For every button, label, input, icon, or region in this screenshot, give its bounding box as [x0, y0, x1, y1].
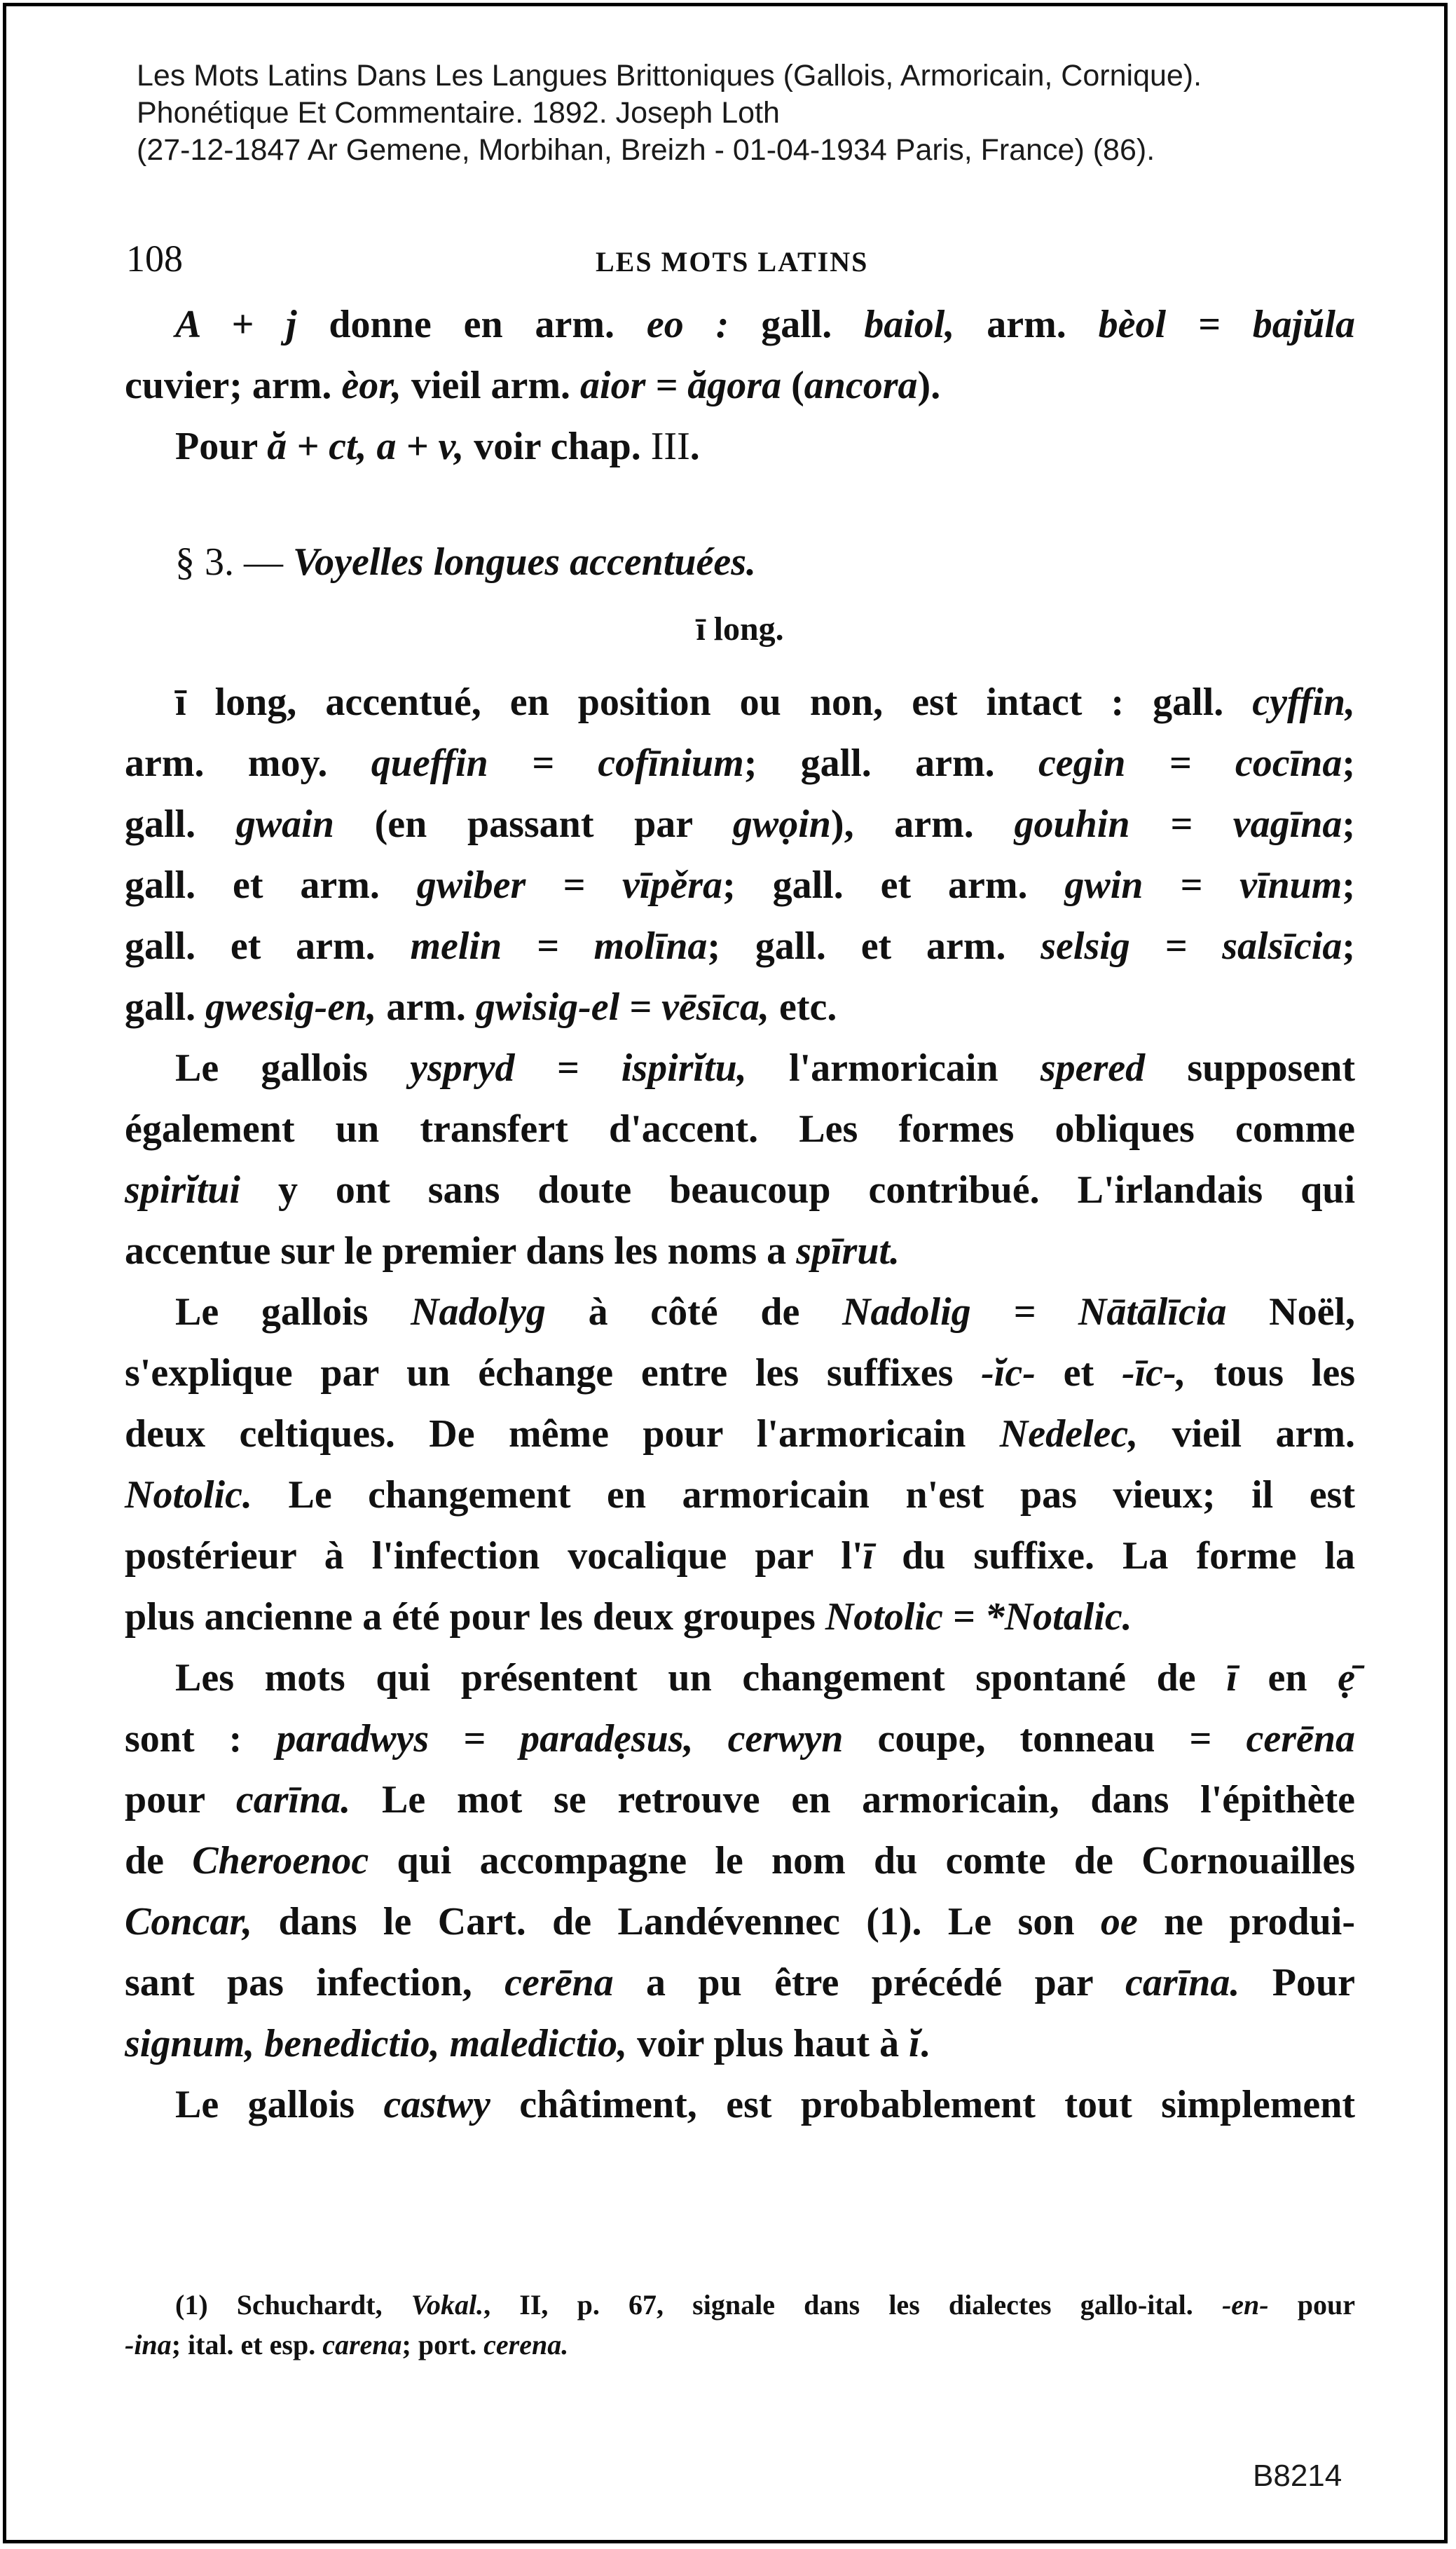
text-run: Pour: [175, 425, 268, 468]
section-heading: [125, 532, 1355, 593]
text-line: [125, 416, 1355, 477]
text-line: [125, 855, 1355, 916]
text-line: [125, 2014, 1355, 2075]
text-run: Nedelec,: [999, 1412, 1139, 1456]
text-run: Le gallois: [175, 2083, 384, 2126]
text-run: Le gallois: [175, 1290, 411, 1334]
text-run: gall. et arm.: [125, 863, 417, 907]
text-run: y ont sans doute beaucoup contribué. L'irlandais qui: [240, 1168, 1355, 1212]
text-line: [125, 1648, 1355, 1709]
text-run: gall.: [125, 985, 206, 1029]
text-run: Concar,: [125, 1900, 253, 1943]
text-run: -en-: [1221, 2289, 1269, 2321]
text-line: [125, 977, 1355, 1038]
text-run: cerena.: [483, 2329, 569, 2360]
header-line: Les Mots Latins Dans Les Langues Brittoniques (Gallois, Armoricain, Cornique).: [137, 59, 1202, 93]
text-line: [125, 1831, 1355, 1892]
text-run: en: [1237, 1656, 1338, 1700]
text-run: cerēna: [1246, 1717, 1356, 1761]
text-run: deux celtiques. De même pour l'armoricain: [125, 1412, 1000, 1456]
text-run: donne en arm.: [296, 303, 647, 346]
text-run: tous les: [1186, 1351, 1355, 1395]
text-run: accentue sur le premier dans les noms a: [125, 1229, 797, 1273]
text-run: .: [689, 425, 700, 468]
text-run: carīna.: [235, 1778, 351, 1822]
text-run: ; gall. et arm.: [707, 924, 1041, 968]
text-run: , II, p. 67, signale dans les dialectes gallo-ital.: [483, 2289, 1222, 2321]
text-line: [125, 355, 1355, 416]
text-run: Le gallois: [175, 1046, 411, 1090]
text-run: supposent: [1145, 1046, 1356, 1090]
text-run: èor,: [341, 364, 401, 407]
text-line: [125, 1221, 1355, 1282]
text-line: [125, 1282, 1355, 1343]
text-run: Le changement en armoricain n'est pas vieux; il est: [252, 1473, 1355, 1517]
text-run: yspryd = ispirĭtu,: [410, 1046, 747, 1090]
subheading: ī long.: [696, 610, 784, 648]
text-line: [125, 1343, 1355, 1404]
text-run: arm.: [954, 303, 1099, 346]
text-run: vieil arm.: [401, 364, 581, 407]
text-run: bèol = bajŭla: [1098, 303, 1355, 346]
text-run: queffin = cofīnium: [371, 742, 744, 785]
text-line: [125, 733, 1355, 794]
text-run: sant pas infection,: [125, 1961, 505, 2004]
text-run: ;: [1342, 924, 1356, 968]
header-line: Phonétique Et Commentaire. 1892. Joseph Loth: [137, 96, 780, 130]
text-run: du suffixe. La forme la: [874, 1534, 1355, 1578]
text-run: ī long, accentué, en position ou non, est intact : gall.: [175, 681, 1253, 724]
text-run: de: [125, 1839, 193, 1882]
text-line: [125, 1099, 1355, 1160]
text-run: ī: [1226, 1656, 1237, 1700]
text-line: [125, 794, 1355, 855]
text-run: selsig = salsīcia: [1041, 924, 1342, 968]
text-run: gwọin: [732, 802, 831, 846]
text-run: Notolic = *Notalic.: [825, 1595, 1132, 1639]
text-run: cerēna: [504, 1961, 614, 2004]
text-run: s'explique par un échange entre les suffixes: [125, 1351, 982, 1395]
text-line: [125, 916, 1355, 977]
text-line: [125, 1160, 1355, 1221]
text-run: sont :: [125, 1717, 277, 1761]
text-run: gwain: [235, 802, 334, 846]
text-run: cegin = cocīna: [1038, 742, 1342, 785]
text-run: gwisig-el = vēsīca,: [475, 985, 770, 1029]
text-run: à côté de: [545, 1290, 843, 1334]
text-run: spirĭtui: [125, 1168, 240, 1212]
text-run: ; port.: [401, 2329, 484, 2360]
text-run: melin = molīna: [410, 924, 708, 968]
running-head: [126, 237, 1359, 279]
text-run: ĭ: [909, 2022, 920, 2065]
text-run: castwy: [383, 2083, 490, 2126]
text-run: paradwys = paradẹsus, cerwyn: [276, 1717, 844, 1761]
text-run: .: [919, 2022, 930, 2065]
text-run: pour: [1268, 2289, 1355, 2321]
text-run: ; gall. arm.: [743, 742, 1038, 785]
text-run: baiol,: [864, 303, 955, 346]
text-run: gwesig-en,: [205, 985, 377, 1029]
text-run: signum, benedictio, maledictio,: [125, 2022, 628, 2065]
text-run: Vokal.: [411, 2289, 484, 2321]
text-run: ; gall. et arm.: [722, 863, 1065, 907]
footnote: [125, 2285, 1355, 2365]
text-run: ;: [1342, 802, 1356, 846]
text-line: [125, 1404, 1355, 1465]
text-run: arm.: [376, 985, 476, 1029]
text-run: Nadolig = Nātālīcia: [842, 1290, 1227, 1334]
footnote-line: [125, 2285, 1355, 2325]
text-run: oe: [1100, 1900, 1138, 1943]
text-run: ;: [1342, 863, 1356, 907]
text-run: spered: [1040, 1046, 1146, 1090]
text-run: Le mot se retrouve en armoricain, dans l'épithète: [350, 1778, 1355, 1822]
text-run: Les mots qui présentent un changement spontané de: [175, 1656, 1227, 1700]
text-run: postérieur à l'infection vocalique par l': [125, 1534, 863, 1578]
section-number: § 3. —: [175, 540, 293, 584]
text-run: ne produi-: [1137, 1900, 1356, 1943]
text-line: [125, 2075, 1355, 2135]
text-run: -ĭc-: [981, 1351, 1036, 1395]
header-note: [137, 57, 1398, 169]
text-run: aior = ăgora: [580, 364, 782, 407]
text-run: cyffin,: [1252, 681, 1355, 724]
text-run: -ina: [125, 2329, 172, 2360]
page-number: 108: [126, 238, 183, 280]
text-run: -īc-,: [1121, 1351, 1186, 1395]
text-run: spīrut.: [796, 1229, 900, 1273]
text-run: gall.: [125, 802, 236, 846]
text-run: coupe, tonneau =: [843, 1717, 1246, 1761]
text-run: etc.: [769, 985, 837, 1029]
text-run: A + j: [175, 303, 297, 346]
text-line: [125, 1526, 1355, 1587]
text-run: pour: [125, 1778, 236, 1822]
text-run: qui accompagne le nom du comte de Cornouailles: [369, 1839, 1356, 1882]
text-run: gouhin = vagīna: [1014, 802, 1342, 846]
text-run: vieil arm.: [1138, 1412, 1355, 1456]
text-line: [125, 1465, 1355, 1526]
text-run: (: [781, 364, 804, 407]
text-line: [125, 1953, 1355, 2014]
text-run: III: [650, 425, 690, 468]
text-run: arm. moy.: [125, 742, 371, 785]
text-run: eo :: [646, 303, 729, 346]
text-run: Nadolyg: [411, 1290, 546, 1334]
text-run: dans le Cart. de Landévennec (1). Le son: [252, 1900, 1101, 1943]
page-title: LES MOTS LATINS: [596, 246, 869, 278]
text-line: [125, 1892, 1355, 1953]
text-run: gwiber = vīpěra: [416, 863, 723, 907]
text-run: cuvier; arm.: [125, 364, 342, 407]
text-run: ; ital. et esp.: [171, 2329, 323, 2360]
text-run: ancora: [804, 364, 918, 407]
text-run: (en passant par: [334, 802, 733, 846]
text-line: [125, 1038, 1355, 1099]
section-title: Voyelles longues accentuées.: [293, 540, 757, 584]
text-run: et: [1035, 1351, 1122, 1395]
text-run: voir plus haut à: [627, 2022, 909, 2065]
text-run: Cheroenoc: [192, 1839, 369, 1882]
text-run: gall. et arm.: [125, 924, 411, 968]
text-run: a pu être précédé par: [613, 1961, 1126, 2004]
text-run: ă + ct, a + v,: [267, 425, 465, 468]
text-line: [125, 294, 1355, 355]
footnote-line: [125, 2325, 1355, 2365]
text-line: [125, 1770, 1355, 1831]
text-run: ẹ̄: [1338, 1656, 1356, 1700]
text-line: [125, 672, 1355, 733]
text-run: gwin = vīnum: [1064, 863, 1342, 907]
text-run: également un transfert d'accent. Les formes obliques comme: [125, 1107, 1355, 1151]
text-line: [125, 1709, 1355, 1770]
text-run: ), arm.: [830, 802, 1015, 846]
text-run: ;: [1342, 742, 1355, 785]
text-run: Noël,: [1226, 1290, 1356, 1334]
text-run: ).: [917, 364, 941, 407]
body-text: [125, 294, 1355, 2135]
text-run: Pour: [1239, 1961, 1356, 2004]
catalog-stamp: B8214: [1253, 2459, 1342, 2493]
text-line: [125, 1587, 1355, 1648]
text-run: ī: [863, 1534, 874, 1578]
text-run: (1) Schuchardt,: [175, 2289, 411, 2321]
text-run: carena: [322, 2329, 402, 2360]
text-run: l'armoricain: [746, 1046, 1041, 1090]
header-line: (27-12-1847 Ar Gemene, Morbihan, Breizh - 01-04-1934 Paris, France) (86).: [137, 133, 1155, 167]
text-run: Notolic.: [125, 1473, 252, 1517]
text-run: châtiment, est probablement tout simplement: [490, 2083, 1355, 2126]
text-run: gall.: [729, 303, 865, 346]
text-run: plus ancienne a été pour les deux groupes: [125, 1595, 825, 1639]
text-run: voir chap.: [464, 425, 651, 468]
text-run: carīna.: [1125, 1961, 1240, 2004]
